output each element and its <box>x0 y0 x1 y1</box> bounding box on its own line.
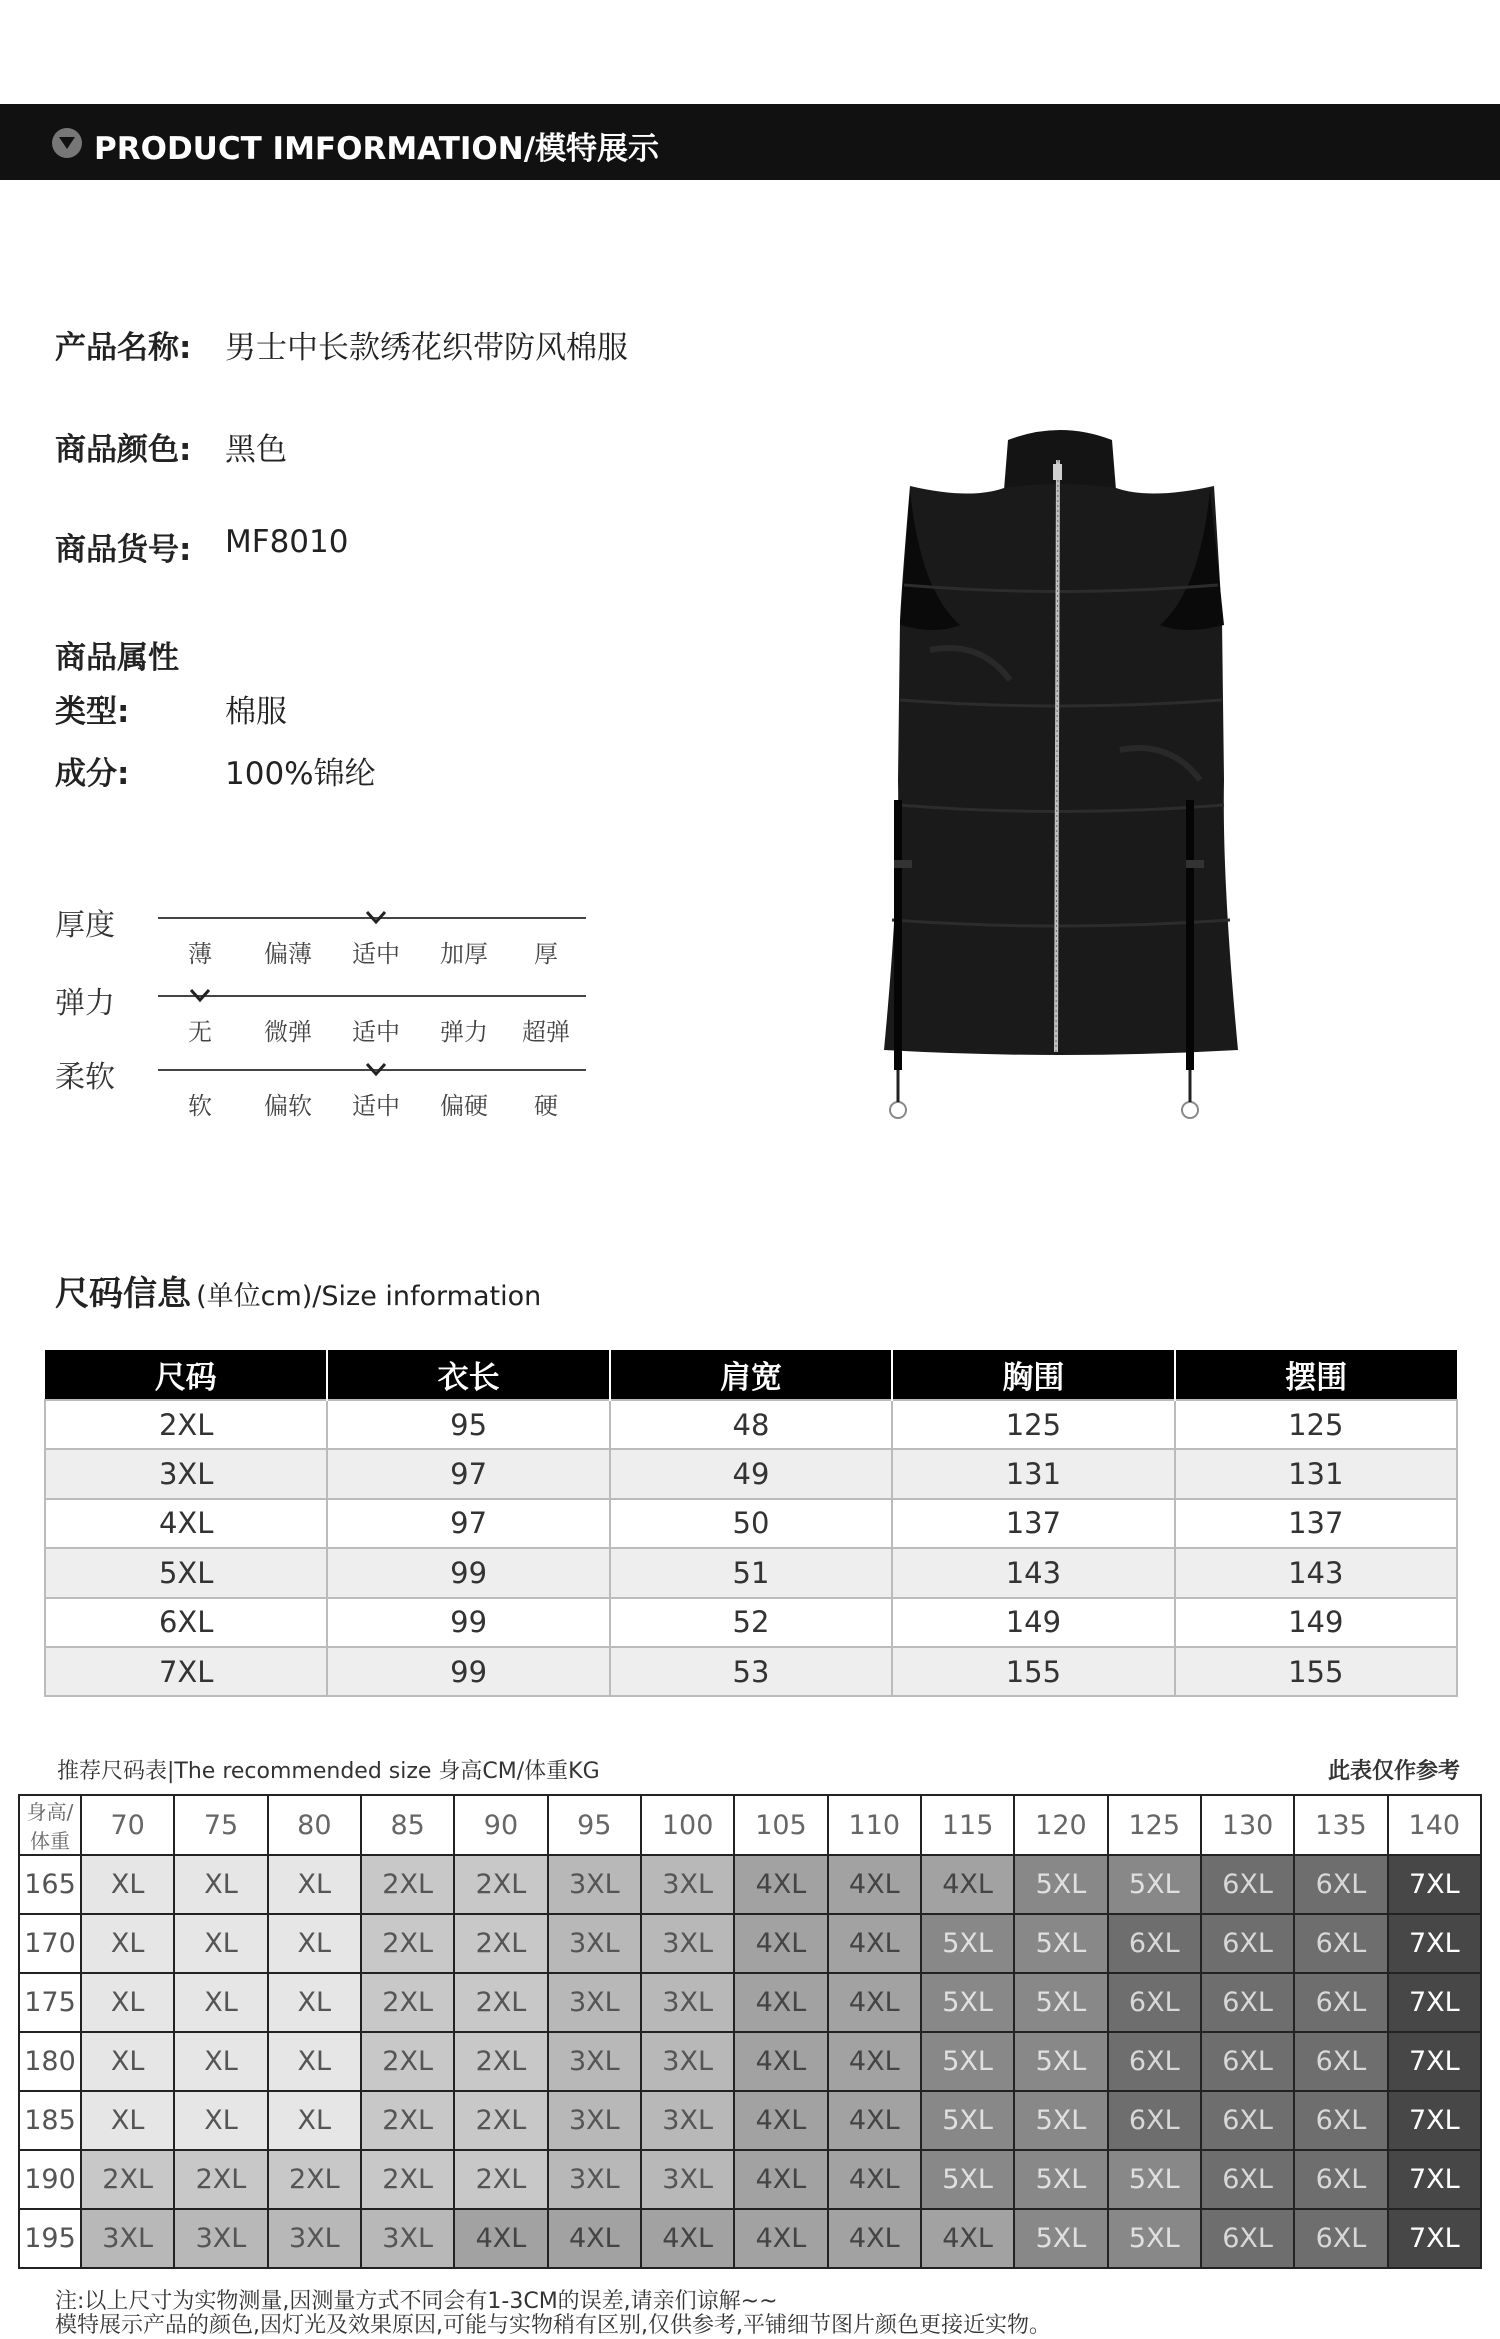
recommend-size-cell: 5XL <box>1014 2091 1107 2150</box>
material-label: 成分: <box>55 756 130 792</box>
recommend-size-cell: 4XL <box>828 1914 921 1973</box>
recommend-size-cell: 4XL <box>828 2091 921 2150</box>
size-table-cell: 53 <box>610 1647 892 1696</box>
recommend-size-cell: XL <box>174 1855 267 1914</box>
recommend-size-cell: 5XL <box>921 2091 1014 2150</box>
size-table-header-cell: 肩宽 <box>610 1350 892 1400</box>
recommend-size-cell: 4XL <box>734 2150 827 2209</box>
recommend-size-cell: 5XL <box>1014 2209 1107 2268</box>
recommend-size-cell: 4XL <box>454 2209 547 2268</box>
recommend-size-cell: 5XL <box>1014 2032 1107 2091</box>
recommend-size-cell: 5XL <box>1014 1973 1107 2032</box>
product-name-row <box>55 322 628 367</box>
recommend-size-cell: 4XL <box>828 2209 921 2268</box>
scale-option: 弹力 <box>440 1018 488 1046</box>
scale-option: 适中 <box>352 1018 400 1046</box>
recommend-size-cell: 4XL <box>921 1855 1014 1914</box>
recommend-size-cell: 3XL <box>548 1914 641 1973</box>
recommend-size-cell: 5XL <box>1014 1855 1107 1914</box>
recommend-size-cell: 4XL <box>828 1973 921 2032</box>
chevron-down-circle-icon <box>52 128 82 158</box>
recommend-size-cell: 5XL <box>1108 2209 1201 2268</box>
size-table-cell: 125 <box>1175 1400 1457 1449</box>
product-color-value: 黑色 <box>225 432 287 468</box>
recommend-size-cell: 6XL <box>1294 1914 1387 1973</box>
table-row <box>45 1647 1457 1696</box>
recommend-size-cell: XL <box>81 1914 174 1973</box>
recommend-size-cell: XL <box>174 2091 267 2150</box>
size-table-cell: 6XL <box>45 1598 327 1647</box>
recommend-size-cell: 4XL <box>828 2032 921 2091</box>
recommend-size-cell: 3XL <box>548 2150 641 2209</box>
recommend-size-cell: 3XL <box>548 1973 641 2032</box>
recommend-weight-cell: 80 <box>268 1795 361 1855</box>
type-label: 类型: <box>55 694 130 730</box>
size-table-header-cell: 摆围 <box>1175 1350 1457 1400</box>
size-table-cell: 99 <box>327 1647 609 1696</box>
recommend-size-cell: 7XL <box>1388 2209 1481 2268</box>
material-value: 100%锦纶 <box>225 756 376 792</box>
recommend-weight-cell: 140 <box>1388 1795 1481 1855</box>
recommend-size-cell: 6XL <box>1108 2032 1201 2091</box>
recommend-weight-cell: 100 <box>641 1795 734 1855</box>
table-row <box>45 1499 1457 1548</box>
recommend-table <box>18 1794 1482 2269</box>
footnote-measurement: 注:以上尺寸为实物测量,因测量方式不同会有1-3CM的误差,请亲们谅解~~ <box>55 2289 778 2314</box>
size-table-cell: 149 <box>1175 1598 1457 1647</box>
recommend-title: 推荐尺码表|The recommended size 身高CM/体重KG <box>57 1759 600 1784</box>
scale-name: 柔软 <box>55 1060 115 1095</box>
size-table-cell: 4XL <box>45 1499 327 1548</box>
recommend-size-cell: 4XL <box>734 2032 827 2091</box>
recommend-size-cell: 4XL <box>734 1973 827 2032</box>
recommend-size-cell: 5XL <box>1108 2150 1201 2209</box>
table-row <box>19 2150 1481 2209</box>
recommend-size-cell: 3XL <box>548 1855 641 1914</box>
recommend-size-cell: 4XL <box>641 2209 734 2268</box>
size-table <box>44 1350 1458 1697</box>
table-row <box>19 1855 1481 1914</box>
scale-selected-marker <box>365 909 387 925</box>
size-table-cell: 97 <box>327 1449 609 1498</box>
recommend-size-cell: 6XL <box>1108 1973 1201 2032</box>
section-banner <box>0 104 1500 180</box>
recommend-size-cell: 3XL <box>548 2032 641 2091</box>
size-table-cell: 99 <box>327 1548 609 1597</box>
recommend-size-cell: 7XL <box>1388 2091 1481 2150</box>
recommend-size-cell: 3XL <box>641 1973 734 2032</box>
product-name-value: 男士中长款绣花织带防风棉服 <box>225 330 628 366</box>
recommend-size-cell: 2XL <box>81 2150 174 2209</box>
recommend-size-cell: 3XL <box>641 1914 734 1973</box>
recommend-size-cell: 2XL <box>454 2150 547 2209</box>
size-table-cell: 2XL <box>45 1400 327 1449</box>
size-table-cell: 51 <box>610 1548 892 1597</box>
size-table-header-cell: 胸围 <box>892 1350 1174 1400</box>
recommend-weight-cell: 125 <box>1108 1795 1201 1855</box>
scale-name: 弹力 <box>55 986 115 1021</box>
table-row <box>19 2091 1481 2150</box>
scale-option: 硬 <box>534 1092 558 1120</box>
size-info-title: 尺码信息 <box>55 1274 191 1314</box>
recommend-size-cell: 3XL <box>548 2091 641 2150</box>
recommend-size-cell: XL <box>81 1855 174 1914</box>
recommend-size-cell: 6XL <box>1201 1855 1294 1914</box>
table-row <box>45 1598 1457 1647</box>
recommend-size-cell: 2XL <box>454 1855 547 1914</box>
size-info-heading <box>55 1266 541 1315</box>
scale-option: 薄 <box>188 940 212 968</box>
recommend-size-cell: 6XL <box>1294 1855 1387 1914</box>
recommend-size-cell: 6XL <box>1294 2150 1387 2209</box>
recommend-size-cell: 2XL <box>268 2150 361 2209</box>
size-table-cell: 50 <box>610 1499 892 1548</box>
recommend-size-cell: 7XL <box>1388 2150 1481 2209</box>
recommend-size-cell: 7XL <box>1388 1855 1481 1914</box>
size-table-header <box>45 1350 1457 1400</box>
recommend-size-cell: XL <box>268 2032 361 2091</box>
material-row <box>55 748 376 793</box>
scale-option: 偏软 <box>264 1092 312 1120</box>
scale-option: 适中 <box>352 1092 400 1120</box>
product-color-label: 商品颜色: <box>55 432 192 468</box>
table-row <box>45 1400 1457 1449</box>
size-table-cell: 3XL <box>45 1449 327 1498</box>
size-table-cell: 143 <box>892 1548 1174 1597</box>
recommend-note: 此表仅作参考 <box>1327 1759 1460 1784</box>
scale-selected-marker <box>189 987 211 1003</box>
recommend-weight-cell: 135 <box>1294 1795 1387 1855</box>
recommend-weight-cell: 90 <box>454 1795 547 1855</box>
recommend-size-cell: 7XL <box>1388 2032 1481 2091</box>
recommend-size-cell: XL <box>268 1914 361 1973</box>
size-table-cell: 131 <box>892 1449 1174 1498</box>
recommend-weight-cell: 85 <box>361 1795 454 1855</box>
recommend-size-cell: 6XL <box>1201 1973 1294 2032</box>
scale-option: 加厚 <box>440 940 488 968</box>
recommend-size-cell: 3XL <box>641 1855 734 1914</box>
scale-option: 超弹 <box>522 1018 570 1046</box>
table-row <box>19 2032 1481 2091</box>
product-color-row <box>55 424 287 469</box>
recommend-size-cell: 4XL <box>734 1914 827 1973</box>
footnote-color: 模特展示产品的颜色,因灯光及效果原因,可能与实物稍有区别,仅供参考,平铺细节图片颜色更接近实物。 <box>55 2313 1051 2338</box>
recommend-size-cell: 3XL <box>174 2209 267 2268</box>
attributes-heading: 商品属性 <box>55 640 179 676</box>
recommend-size-cell: 6XL <box>1201 1914 1294 1973</box>
recommend-size-cell: 2XL <box>361 1914 454 1973</box>
recommend-header-row <box>19 1795 1481 1855</box>
recommend-weight-cell: 75 <box>174 1795 267 1855</box>
recommend-size-cell: 3XL <box>268 2209 361 2268</box>
recommend-weight-cell: 70 <box>81 1795 174 1855</box>
table-row <box>19 1973 1481 2032</box>
banner-title: PRODUCT IMFORMATION/模特展示 <box>94 131 660 167</box>
recommend-height-cell: 165 <box>19 1855 81 1914</box>
type-value: 棉服 <box>225 694 287 730</box>
recommend-size-cell: 5XL <box>921 2150 1014 2209</box>
scale-option: 软 <box>188 1092 212 1120</box>
size-table-cell: 125 <box>892 1400 1174 1449</box>
recommend-size-cell: 3XL <box>641 2150 734 2209</box>
recommend-size-cell: 2XL <box>454 1914 547 1973</box>
recommend-weight-cell: 95 <box>548 1795 641 1855</box>
recommend-height-cell: 185 <box>19 2091 81 2150</box>
size-table-header-cell: 衣长 <box>327 1350 609 1400</box>
recommend-size-cell: 5XL <box>1108 1855 1201 1914</box>
recommend-height-cell: 175 <box>19 1973 81 2032</box>
recommend-size-cell: 6XL <box>1201 2150 1294 2209</box>
recommend-size-cell: 4XL <box>921 2209 1014 2268</box>
recommend-size-cell: 6XL <box>1294 2209 1387 2268</box>
recommend-size-cell: 6XL <box>1294 1973 1387 2032</box>
size-table-cell: 155 <box>1175 1647 1457 1696</box>
recommend-weight-cell: 105 <box>734 1795 827 1855</box>
product-sku-value: MF8010 <box>225 524 349 560</box>
recommend-weight-cell: 115 <box>921 1795 1014 1855</box>
size-table-cell: 155 <box>892 1647 1174 1696</box>
recommend-size-cell: 6XL <box>1108 1914 1201 1973</box>
size-table-cell: 131 <box>1175 1449 1457 1498</box>
recommend-weight-cell: 120 <box>1014 1795 1107 1855</box>
recommend-size-cell: 6XL <box>1201 2032 1294 2091</box>
size-table-cell: 143 <box>1175 1548 1457 1597</box>
size-table-cell: 49 <box>610 1449 892 1498</box>
recommend-size-cell: 4XL <box>828 2150 921 2209</box>
recommend-size-cell: 6XL <box>1294 2091 1387 2150</box>
scale-option: 无 <box>188 1018 212 1046</box>
recommend-size-cell: XL <box>81 2032 174 2091</box>
recommend-size-cell: XL <box>268 2091 361 2150</box>
recommend-height-cell: 195 <box>19 2209 81 2268</box>
recommend-size-cell: 7XL <box>1388 1914 1481 1973</box>
product-sku-row <box>55 524 349 569</box>
recommend-size-cell: 3XL <box>641 2091 734 2150</box>
recommend-size-cell: XL <box>174 2032 267 2091</box>
size-table-cell: 48 <box>610 1400 892 1449</box>
recommend-size-cell: 3XL <box>81 2209 174 2268</box>
size-table-cell: 97 <box>327 1499 609 1548</box>
recommend-size-cell: 6XL <box>1201 2091 1294 2150</box>
scale-selected-marker <box>365 1061 387 1077</box>
scale-name: 厚度 <box>55 908 115 943</box>
recommend-size-cell: 2XL <box>174 2150 267 2209</box>
recommend-size-cell: 2XL <box>361 2091 454 2150</box>
recommend-height-cell: 180 <box>19 2032 81 2091</box>
recommend-size-cell: XL <box>268 1855 361 1914</box>
recommend-size-cell: 6XL <box>1201 2209 1294 2268</box>
recommend-size-cell: 4XL <box>828 1855 921 1914</box>
table-row <box>19 2209 1481 2268</box>
recommend-size-cell: 7XL <box>1388 1973 1481 2032</box>
scale-line <box>158 995 586 997</box>
recommend-size-cell: 3XL <box>361 2209 454 2268</box>
recommend-size-cell: XL <box>174 1914 267 1973</box>
recommend-weight-cell: 110 <box>828 1795 921 1855</box>
recommend-size-cell: 5XL <box>1014 2150 1107 2209</box>
recommend-size-cell: 2XL <box>361 2032 454 2091</box>
recommend-size-cell: 3XL <box>641 2032 734 2091</box>
size-table-header-cell: 尺码 <box>45 1350 327 1400</box>
size-table-cell: 99 <box>327 1598 609 1647</box>
recommend-size-cell: XL <box>268 1973 361 2032</box>
recommend-size-cell: 2XL <box>454 2032 547 2091</box>
recommend-size-cell: XL <box>174 1973 267 2032</box>
recommend-size-cell: XL <box>81 2091 174 2150</box>
table-row <box>19 1914 1481 1973</box>
scale-option: 偏薄 <box>264 940 312 968</box>
recommend-corner-cell: 身高/体重 <box>19 1795 81 1855</box>
recommend-size-cell: 2XL <box>361 1973 454 2032</box>
recommend-size-cell: 5XL <box>921 1914 1014 1973</box>
recommend-size-cell: 5XL <box>921 1973 1014 2032</box>
recommend-size-cell: 4XL <box>734 1855 827 1914</box>
vest-product-image <box>860 420 1260 1120</box>
product-name-label: 产品名称: <box>55 330 192 366</box>
size-table-cell: 137 <box>892 1499 1174 1548</box>
type-row <box>55 686 287 731</box>
size-table-cell: 95 <box>327 1400 609 1449</box>
table-row <box>45 1449 1457 1498</box>
recommend-height-cell: 170 <box>19 1914 81 1973</box>
product-sku-label: 商品货号: <box>55 532 192 568</box>
scale-option: 偏硬 <box>440 1092 488 1120</box>
recommend-size-cell: 4XL <box>734 2209 827 2268</box>
scale-option: 微弹 <box>264 1018 312 1046</box>
size-table-cell: 149 <box>892 1598 1174 1647</box>
recommend-size-cell: 2XL <box>454 2091 547 2150</box>
size-info-subtitle: (单位cm)/Size information <box>196 1281 542 1312</box>
recommend-size-cell: 5XL <box>1014 1914 1107 1973</box>
recommend-size-cell: 6XL <box>1294 2032 1387 2091</box>
recommend-size-cell: 2XL <box>361 2150 454 2209</box>
size-table-cell: 52 <box>610 1598 892 1647</box>
recommend-height-cell: 190 <box>19 2150 81 2209</box>
size-table-cell: 5XL <box>45 1548 327 1597</box>
scale-option: 厚 <box>534 940 558 968</box>
recommend-size-cell: 6XL <box>1108 2091 1201 2150</box>
size-table-cell: 137 <box>1175 1499 1457 1548</box>
scale-option: 适中 <box>352 940 400 968</box>
recommend-size-cell: 2XL <box>361 1855 454 1914</box>
recommend-size-cell: 4XL <box>734 2091 827 2150</box>
recommend-weight-cell: 130 <box>1201 1795 1294 1855</box>
recommend-size-cell: 5XL <box>921 2032 1014 2091</box>
size-table-cell: 7XL <box>45 1647 327 1696</box>
recommend-size-cell: 2XL <box>454 1973 547 2032</box>
recommend-size-cell: XL <box>81 1973 174 2032</box>
recommend-size-cell: 4XL <box>548 2209 641 2268</box>
table-row <box>45 1548 1457 1597</box>
